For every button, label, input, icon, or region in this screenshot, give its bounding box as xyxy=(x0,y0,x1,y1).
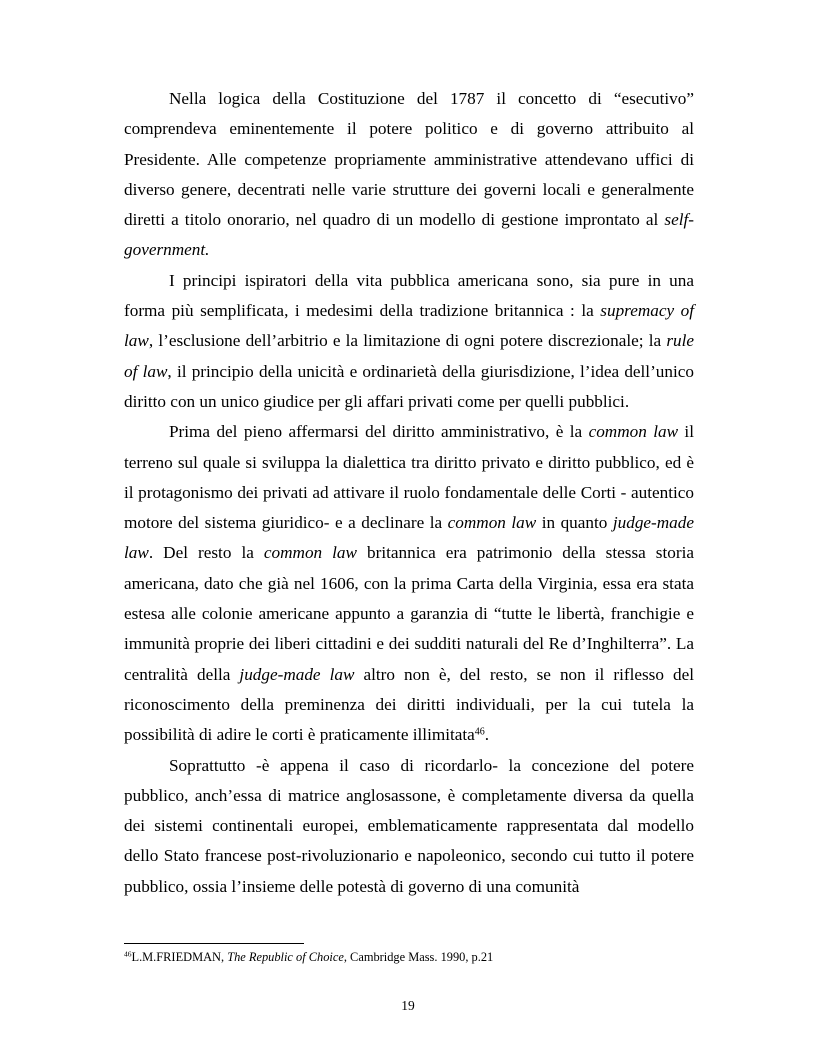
text-run: altro non è, del resto, se non il riflesso del riconoscimento della preminenza dei diritti individuali, per la cui tutela la possibilità di adire le corti è praticamente illimitata xyxy=(124,664,694,745)
paragraph-3 xyxy=(124,417,694,750)
text-run: I principi ispiratori della vita pubblica americana sono, sia pure in una forma più semplificata, i medesimi della tradizione britannica : la xyxy=(124,270,694,321)
footnote-rest: , Cambridge Mass. 1990, p.21 xyxy=(343,950,494,964)
main-text xyxy=(124,84,694,902)
footnote-title: The Republic of Choice xyxy=(227,950,344,964)
italic-term: judge-made law xyxy=(239,664,355,684)
paragraph-4 xyxy=(124,751,694,902)
footnote-46 xyxy=(124,950,694,965)
text-run: Nella logica della Costituzione del 1787 il concetto di “esecutivo” comprendeva eminentemente il potere politico e di governo attribuito al Presidente. Alle competenze propriamente amministrative attendevano uffici di diverso genere, decentrati nelle varie strutture dei governi locali e generalmente diretti a titolo onorario, nel quadro di un modello di gestione improntato al xyxy=(124,89,694,230)
page-number: 19 xyxy=(401,998,415,1013)
text-run: , l’esclusione dell’arbitrio e la limitazione di ogni potere discrezionale; la xyxy=(148,331,667,351)
text-run: in quanto xyxy=(536,513,613,533)
text-run: Prima del pieno affermarsi del diritto amministrativo, è la xyxy=(169,422,589,442)
paragraph-2 xyxy=(124,266,694,417)
footnote-separator xyxy=(124,943,304,944)
text-run: il terreno sul quale si sviluppa la dialettica tra diritto privato e diritto pubblico, ed è il protagonismo dei privati ad attivare il ruolo fondamentale delle Corti - autentico motore del sistema giuridico- e a declinare la xyxy=(124,422,694,533)
text-run: britannica era patrimonio della stessa storia americana, dato che già nel 1606, con la prima Carta della Virginia, essa era stata estesa alle colonie americane appunto a garanzia di “tutte le libertà, franchigie e immunità proprie dei liberi cittadini e dei sudditi naturali del Re d’Inghilterra”. La centralità della xyxy=(124,543,694,684)
text-run: Soprattutto -è appena il caso di ricordarlo- la concezione del potere pubblico, anch’essa di matrice anglosassone, è completamente diversa da quella dei sistemi continentali europei, emblematicamente rappresentata dal modello dello Stato francese post-rivoluzionario e napoleonico, secondo cui tutto il potere pubblico, ossia l’insieme delle potestà di governo di una comunità xyxy=(124,755,694,896)
italic-term: supremacy of law xyxy=(124,301,695,351)
text-run: . xyxy=(484,725,490,745)
text-run: , il principio della unicità e ordinarietà della giurisdizione, l’idea dell’unico diritto con un unico giudice per gli affari privati come per quelli pubblici. xyxy=(124,361,694,411)
italic-term: common law xyxy=(588,422,679,442)
italic-term: self-government. xyxy=(124,210,694,260)
italic-term: common law xyxy=(447,513,537,533)
italic-term: judge-made law xyxy=(124,513,694,563)
italic-term: rule of law xyxy=(124,331,694,381)
text-run: . Del resto la xyxy=(148,543,264,563)
footnote-reference: 46 xyxy=(474,726,485,738)
paragraph-1 xyxy=(124,84,694,266)
footnote-number: 46 xyxy=(124,949,132,959)
footnote-author: L.M.FRIEDMAN, xyxy=(131,950,228,964)
italic-term: common law xyxy=(263,543,357,563)
